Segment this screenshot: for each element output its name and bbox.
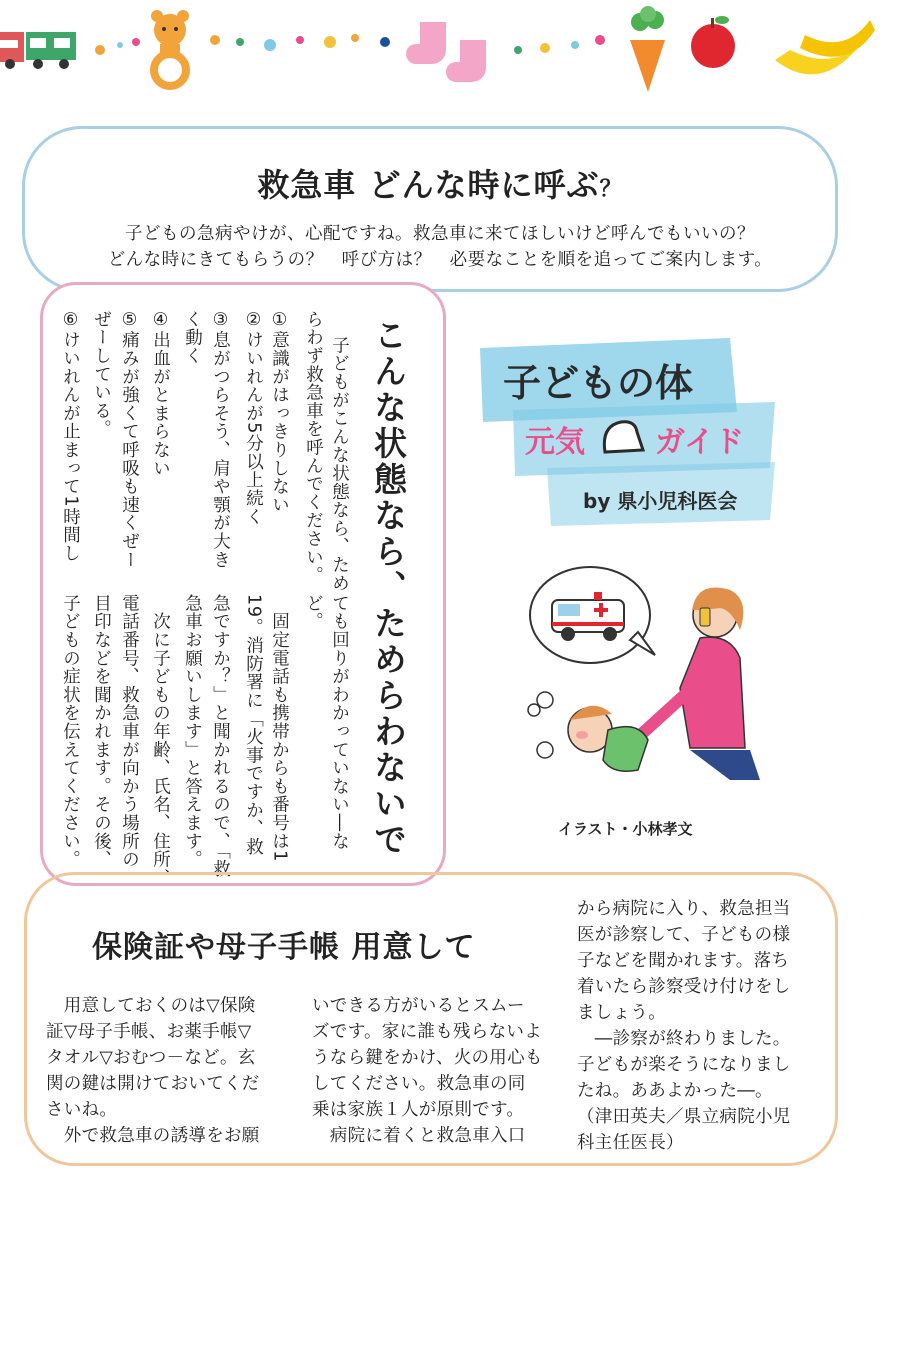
body-text-line: 乗は家族１人が原則です。 xyxy=(312,1100,525,1120)
mother-calling-ambulance-illustration xyxy=(520,560,770,790)
body-text-line: 着いたら診察受け付けをし xyxy=(577,977,791,997)
vertical-text-col: 19。消防署に「火事ですか、救 xyxy=(243,594,264,856)
header-decoration xyxy=(0,0,905,110)
illustration-credit: イラスト・小林孝文 xyxy=(558,820,693,838)
vertical-text-col: 急ですか？」と聞かれるので、「救 xyxy=(210,594,231,879)
body-text-line: 医が診察して、子どもの様 xyxy=(577,925,791,945)
body-text-line: いできる方がいるとスムー xyxy=(312,996,525,1016)
vertical-text-col: ど。 xyxy=(303,594,324,631)
author-credit-line: （津田英夫／県立病院小児 xyxy=(577,1107,791,1127)
section-heading-prepare: 保険証や母子手帳 用意して xyxy=(92,930,476,965)
teddy-bear-rattle-icon xyxy=(151,10,189,86)
vertical-text-col: 次に子どもの年齢、氏名、住所、 xyxy=(150,594,171,887)
vertical-text-col: ⑤痛みが強くて呼吸も速くぜー xyxy=(119,310,140,569)
vertical-text-col: ⑥けいれんが止まって1時間し xyxy=(60,310,81,563)
vertical-text-col: ③息がつらそう、肩や顎が大き xyxy=(210,310,231,569)
vertical-text-col: 目印などを聞かれます。その後、 xyxy=(91,594,112,869)
intro-text-line-2: どんな時にきてもらうの？ 呼び方は？ 必要なことを順を追ってご案内します。 xyxy=(107,250,773,270)
vertical-text-col: く動く xyxy=(182,310,203,365)
page-title: 救急車 どんな時に呼ぶ？ xyxy=(257,166,623,204)
body-text-line: 証▽母子手帳、お薬手帳▽ xyxy=(46,1022,252,1042)
crying-child-figure xyxy=(528,692,648,771)
vertical-text-col: ①意識がはっきりしない xyxy=(269,310,290,514)
body-text-line: ましょう。 xyxy=(577,1003,666,1023)
vertical-text-col: 子どもの症状を伝えてください。 xyxy=(60,594,81,869)
baby-socks-icon xyxy=(406,22,486,82)
body-text-line: 関の鍵は開けておいてくだ xyxy=(46,1074,260,1094)
vertical-text-col: ても回りがわかっていない―な xyxy=(329,594,350,851)
guide-title-genki: 元気 xyxy=(525,425,585,460)
body-text-line: 子などを聞かれます。落ち xyxy=(577,951,790,971)
vertical-text-col: ②けいれんが5分以上続く xyxy=(243,310,264,526)
body-text-line: ズです。家に誰も残らないよ xyxy=(312,1022,542,1042)
body-text-line: たね。ああよかった―。 xyxy=(577,1081,773,1101)
body-text-line: 用意しておくのは▽保険 xyxy=(46,996,256,1016)
vertical-text-col: らわず救急車を呼んでください。 xyxy=(303,310,324,585)
carrot-icon xyxy=(630,6,665,92)
mother-figure xyxy=(635,588,760,781)
vertical-text-col: 子どもがこんな状態なら、ため xyxy=(329,336,350,593)
author-credit-line: 科主任医長） xyxy=(577,1133,684,1153)
body-text-line: タオル▽おむつ－など。玄 xyxy=(46,1048,256,1068)
vertical-text-col: ぜーしている。 xyxy=(91,310,112,439)
vertical-text-col: 電話番号、救急車が向かう場所の xyxy=(119,594,140,869)
body-text-line: 子どもが楽そうになりまし xyxy=(577,1055,791,1075)
body-text-line: 病院に着くと救急車入口 xyxy=(312,1126,526,1146)
vertical-text-col: 固定電話も携帯からも番号は1 xyxy=(269,594,290,863)
section-heading-hesitate: こんな状態なら、ためらわないで xyxy=(369,318,408,858)
apple-icon xyxy=(691,16,735,68)
vertical-text-col: ④出血がとまらない xyxy=(150,310,171,478)
genki-guide-badge xyxy=(475,330,775,530)
body-text-line: うなら鍵をかけ、火の用心も xyxy=(312,1048,543,1068)
body-text-line: から病院に入り、救急担当 xyxy=(577,899,791,919)
guide-title-guide: ガイド xyxy=(655,425,745,460)
body-text-line: さいね。 xyxy=(46,1100,118,1120)
guide-byline: by 県小児科医会 xyxy=(583,489,738,513)
body-text-line: ―診察が終わりました。 xyxy=(577,1029,791,1049)
intro-text-line-1: 子どもの急病やけが、心配ですね。救急車に来てほしいけど呼んでもいいの？ xyxy=(125,224,755,244)
title-question-mark: ？ xyxy=(599,177,623,202)
guide-title-line1: 子どもの体 xyxy=(503,361,694,405)
body-text-line: してください。救急車の同 xyxy=(312,1074,526,1094)
vertical-text-col: 急車お願いします」と答えます。 xyxy=(182,594,203,869)
body-text-line: 外で救急車の誘導をお願 xyxy=(46,1126,260,1146)
toy-train-icon xyxy=(0,32,76,69)
banana-icon xyxy=(775,20,875,74)
